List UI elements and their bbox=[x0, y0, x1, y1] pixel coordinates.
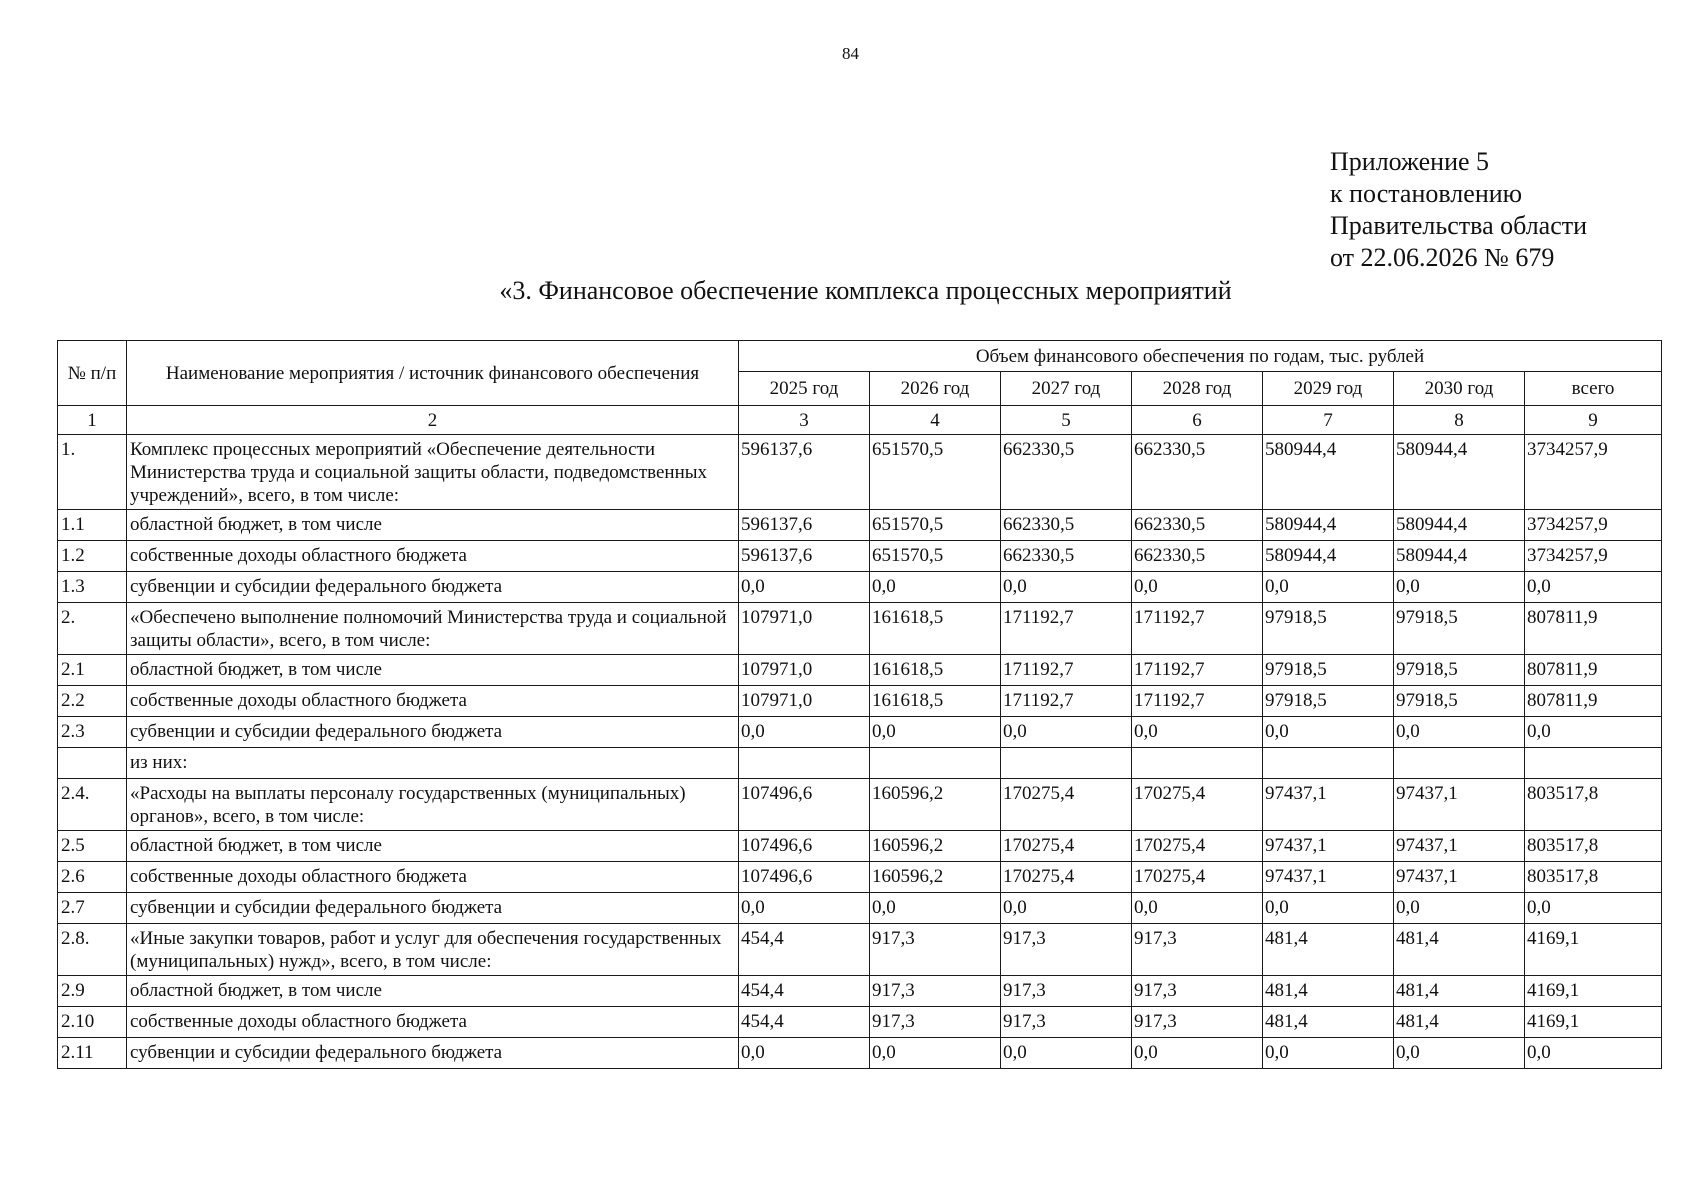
header-year: всего bbox=[1525, 372, 1662, 406]
header-column-number: 1 bbox=[58, 406, 127, 435]
row-value: 481,4 bbox=[1263, 924, 1394, 976]
row-value: 580944,4 bbox=[1263, 541, 1394, 572]
row-value: 0,0 bbox=[870, 893, 1001, 924]
table-row bbox=[58, 779, 1662, 831]
row-value: 97918,5 bbox=[1394, 655, 1525, 686]
row-value: 803517,8 bbox=[1525, 862, 1662, 893]
row-value: 596137,6 bbox=[739, 435, 870, 510]
row-value: 651570,5 bbox=[870, 541, 1001, 572]
row-value: 4169,1 bbox=[1525, 1007, 1662, 1038]
row-value: 454,4 bbox=[739, 1007, 870, 1038]
row-value: 0,0 bbox=[1263, 893, 1394, 924]
header-year: 2029 год bbox=[1263, 372, 1394, 406]
row-name: собственные доходы областного бюджета bbox=[127, 686, 739, 717]
row-value: 0,0 bbox=[1001, 1038, 1132, 1069]
row-value: 107496,6 bbox=[739, 779, 870, 831]
header-column-number: 5 bbox=[1001, 406, 1132, 435]
row-number: 1. bbox=[58, 435, 127, 510]
row-value: 160596,2 bbox=[870, 779, 1001, 831]
row-name: областной бюджет, в том числе bbox=[127, 831, 739, 862]
row-value: 662330,5 bbox=[1001, 541, 1132, 572]
row-value: 171192,7 bbox=[1132, 655, 1263, 686]
table-body bbox=[58, 435, 1662, 1069]
table-row bbox=[58, 924, 1662, 976]
row-value: 107971,0 bbox=[739, 603, 870, 655]
row-name: субвенции и субсидии федерального бюджета bbox=[127, 1038, 739, 1069]
row-value: 0,0 bbox=[1394, 1038, 1525, 1069]
header-volume: Объем финансового обеспечения по годам, тыс. рублей bbox=[739, 341, 1662, 372]
row-value: 651570,5 bbox=[870, 510, 1001, 541]
table-row bbox=[58, 748, 1662, 779]
row-value: 580944,4 bbox=[1394, 435, 1525, 510]
row-number: 2.4. bbox=[58, 779, 127, 831]
row-value: 0,0 bbox=[1394, 717, 1525, 748]
row-name: «Расходы на выплаты персоналу государственных (муниципальных) органов», всего, в том числе: bbox=[127, 779, 739, 831]
appendix-line: к постановлению bbox=[1330, 179, 1523, 208]
row-value: 803517,8 bbox=[1525, 779, 1662, 831]
row-value: 917,3 bbox=[1001, 1007, 1132, 1038]
header-num: № п/п bbox=[58, 341, 127, 406]
row-value: 481,4 bbox=[1263, 1007, 1394, 1038]
row-value: 0,0 bbox=[1525, 717, 1662, 748]
row-value: 4169,1 bbox=[1525, 924, 1662, 976]
row-number: 2.2 bbox=[58, 686, 127, 717]
row-name: субвенции и субсидии федерального бюджета bbox=[127, 893, 739, 924]
table-row bbox=[58, 655, 1662, 686]
row-value: 596137,6 bbox=[739, 541, 870, 572]
row-value: 0,0 bbox=[739, 572, 870, 603]
row-value: 481,4 bbox=[1394, 924, 1525, 976]
row-value: 107496,6 bbox=[739, 831, 870, 862]
row-value: 0,0 bbox=[1132, 717, 1263, 748]
row-value: 0,0 bbox=[1263, 572, 1394, 603]
row-value: 662330,5 bbox=[1132, 510, 1263, 541]
row-number: 2.11 bbox=[58, 1038, 127, 1069]
row-value: 161618,5 bbox=[870, 686, 1001, 717]
row-name: областной бюджет, в том числе bbox=[127, 655, 739, 686]
row-value: 0,0 bbox=[1525, 893, 1662, 924]
row-value: 0,0 bbox=[1001, 572, 1132, 603]
row-value: 481,4 bbox=[1263, 976, 1394, 1007]
row-number: 2.5 bbox=[58, 831, 127, 862]
row-value: 0,0 bbox=[1132, 572, 1263, 603]
row-value: 97918,5 bbox=[1263, 603, 1394, 655]
row-value bbox=[870, 748, 1001, 779]
row-value: 580944,4 bbox=[1263, 435, 1394, 510]
row-value: 0,0 bbox=[1525, 572, 1662, 603]
row-value bbox=[1525, 748, 1662, 779]
row-name: из них: bbox=[127, 748, 739, 779]
appendix-line: Правительства области bbox=[1330, 211, 1588, 240]
row-value: 97437,1 bbox=[1394, 779, 1525, 831]
table-row bbox=[58, 603, 1662, 655]
row-value: 0,0 bbox=[1263, 1038, 1394, 1069]
row-number: 2.3 bbox=[58, 717, 127, 748]
financing-table bbox=[57, 340, 1662, 1069]
header-column-number: 2 bbox=[127, 406, 739, 435]
row-value: 596137,6 bbox=[739, 510, 870, 541]
appendix-line: от 22.06.2026 № 679 bbox=[1330, 243, 1555, 272]
row-number: 2.7 bbox=[58, 893, 127, 924]
row-value: 97437,1 bbox=[1263, 779, 1394, 831]
row-value: 0,0 bbox=[1263, 717, 1394, 748]
row-value: 170275,4 bbox=[1001, 831, 1132, 862]
row-value: 807811,9 bbox=[1525, 603, 1662, 655]
row-value: 662330,5 bbox=[1132, 435, 1263, 510]
row-value: 0,0 bbox=[1001, 717, 1132, 748]
table-row bbox=[58, 510, 1662, 541]
row-value: 662330,5 bbox=[1001, 435, 1132, 510]
table-row bbox=[58, 862, 1662, 893]
row-value: 803517,8 bbox=[1525, 831, 1662, 862]
row-number: 2.8. bbox=[58, 924, 127, 976]
row-value: 0,0 bbox=[1525, 1038, 1662, 1069]
row-value: 0,0 bbox=[1132, 1038, 1263, 1069]
row-value: 170275,4 bbox=[1132, 862, 1263, 893]
row-value: 171192,7 bbox=[1001, 603, 1132, 655]
row-value: 4169,1 bbox=[1525, 976, 1662, 1007]
row-value: 107971,0 bbox=[739, 686, 870, 717]
row-number: 2.10 bbox=[58, 1007, 127, 1038]
row-value: 0,0 bbox=[1394, 572, 1525, 603]
row-value: 0,0 bbox=[739, 893, 870, 924]
row-value: 0,0 bbox=[870, 717, 1001, 748]
row-value bbox=[1263, 748, 1394, 779]
row-value: 917,3 bbox=[1132, 1007, 1263, 1038]
row-value: 3734257,9 bbox=[1525, 541, 1662, 572]
row-name: собственные доходы областного бюджета bbox=[127, 862, 739, 893]
appendix-reference bbox=[1330, 146, 1587, 274]
row-number bbox=[58, 748, 127, 779]
row-value: 3734257,9 bbox=[1525, 435, 1662, 510]
row-value: 170275,4 bbox=[1132, 779, 1263, 831]
row-value: 171192,7 bbox=[1001, 686, 1132, 717]
row-value bbox=[1132, 748, 1263, 779]
row-name: субвенции и субсидии федерального бюджета bbox=[127, 717, 739, 748]
row-value: 454,4 bbox=[739, 976, 870, 1007]
row-value: 580944,4 bbox=[1394, 510, 1525, 541]
row-value: 481,4 bbox=[1394, 1007, 1525, 1038]
row-value: 97437,1 bbox=[1394, 831, 1525, 862]
row-value: 171192,7 bbox=[1132, 603, 1263, 655]
header-column-number: 9 bbox=[1525, 406, 1662, 435]
row-value: 917,3 bbox=[1132, 924, 1263, 976]
row-value: 917,3 bbox=[870, 924, 1001, 976]
row-value: 3734257,9 bbox=[1525, 510, 1662, 541]
row-value bbox=[739, 748, 870, 779]
header-column-number: 8 bbox=[1394, 406, 1525, 435]
row-name: собственные доходы областного бюджета bbox=[127, 1007, 739, 1038]
row-value: 171192,7 bbox=[1001, 655, 1132, 686]
page-number: 84 bbox=[842, 44, 859, 63]
row-number: 2. bbox=[58, 603, 127, 655]
row-value: 917,3 bbox=[870, 1007, 1001, 1038]
row-value: 917,3 bbox=[1132, 976, 1263, 1007]
row-value: 917,3 bbox=[1001, 976, 1132, 1007]
table-row bbox=[58, 435, 1662, 510]
row-value: 0,0 bbox=[870, 1038, 1001, 1069]
row-value: 651570,5 bbox=[870, 435, 1001, 510]
table-row bbox=[58, 1038, 1662, 1069]
header-column-number: 7 bbox=[1263, 406, 1394, 435]
row-value: 807811,9 bbox=[1525, 686, 1662, 717]
row-value: 580944,4 bbox=[1263, 510, 1394, 541]
row-value: 97437,1 bbox=[1394, 862, 1525, 893]
section-title: «3. Финансовое обеспечение комплекса процессных мероприятий bbox=[499, 276, 1232, 305]
row-value: 0,0 bbox=[870, 572, 1001, 603]
row-value: 107496,6 bbox=[739, 862, 870, 893]
header-year: 2030 год bbox=[1394, 372, 1525, 406]
row-name: областной бюджет, в том числе bbox=[127, 976, 739, 1007]
table-row bbox=[58, 686, 1662, 717]
row-value: 97918,5 bbox=[1394, 603, 1525, 655]
header-year: 2028 год bbox=[1132, 372, 1263, 406]
row-value: 454,4 bbox=[739, 924, 870, 976]
table-header bbox=[58, 341, 1662, 435]
row-name: собственные доходы областного бюджета bbox=[127, 541, 739, 572]
row-value: 97918,5 bbox=[1263, 686, 1394, 717]
row-number: 2.1 bbox=[58, 655, 127, 686]
row-value: 97918,5 bbox=[1263, 655, 1394, 686]
table-row bbox=[58, 1007, 1662, 1038]
table-row bbox=[58, 572, 1662, 603]
row-number: 1.1 bbox=[58, 510, 127, 541]
row-value: 481,4 bbox=[1394, 976, 1525, 1007]
table-row bbox=[58, 717, 1662, 748]
row-value: 662330,5 bbox=[1001, 510, 1132, 541]
row-name: «Иные закупки товаров, работ и услуг для обеспечения государственных (муниципальных) нужд», всего, в том числе: bbox=[127, 924, 739, 976]
row-value: 0,0 bbox=[1394, 893, 1525, 924]
row-name: субвенции и субсидии федерального бюджета bbox=[127, 572, 739, 603]
row-value: 0,0 bbox=[1132, 893, 1263, 924]
table-row bbox=[58, 893, 1662, 924]
header-year: 2027 год bbox=[1001, 372, 1132, 406]
row-name: Комплекс процессных мероприятий «Обеспечение деятельности Министерства труда и социальной защиты области, подведомственных учреждений», всего, в том числе: bbox=[127, 435, 739, 510]
table-row bbox=[58, 831, 1662, 862]
row-name: «Обеспечено выполнение полномочий Министерства труда и социальной защиты области», всего, в том числе: bbox=[127, 603, 739, 655]
header-column-number: 4 bbox=[870, 406, 1001, 435]
row-number: 1.3 bbox=[58, 572, 127, 603]
row-value bbox=[1394, 748, 1525, 779]
row-value: 161618,5 bbox=[870, 603, 1001, 655]
row-value: 0,0 bbox=[739, 1038, 870, 1069]
row-value: 160596,2 bbox=[870, 831, 1001, 862]
row-value: 807811,9 bbox=[1525, 655, 1662, 686]
header-column-number: 6 bbox=[1132, 406, 1263, 435]
row-value: 97437,1 bbox=[1263, 831, 1394, 862]
appendix-line: Приложение 5 bbox=[1330, 147, 1490, 176]
header-column-number: 3 bbox=[739, 406, 870, 435]
row-number: 2.6 bbox=[58, 862, 127, 893]
row-value: 0,0 bbox=[739, 717, 870, 748]
header-year: 2026 год bbox=[870, 372, 1001, 406]
table-row bbox=[58, 541, 1662, 572]
row-value: 580944,4 bbox=[1394, 541, 1525, 572]
table-row bbox=[58, 976, 1662, 1007]
row-value: 662330,5 bbox=[1132, 541, 1263, 572]
row-value: 0,0 bbox=[1001, 893, 1132, 924]
row-number: 1.2 bbox=[58, 541, 127, 572]
header-name: Наименование мероприятия / источник финансового обеспечения bbox=[127, 341, 739, 406]
row-value: 97918,5 bbox=[1394, 686, 1525, 717]
row-value: 917,3 bbox=[870, 976, 1001, 1007]
row-value: 917,3 bbox=[1001, 924, 1132, 976]
row-name: областной бюджет, в том числе bbox=[127, 510, 739, 541]
row-value: 161618,5 bbox=[870, 655, 1001, 686]
row-value: 170275,4 bbox=[1001, 862, 1132, 893]
row-number: 2.9 bbox=[58, 976, 127, 1007]
row-value: 170275,4 bbox=[1132, 831, 1263, 862]
row-value: 170275,4 bbox=[1001, 779, 1132, 831]
row-value: 107971,0 bbox=[739, 655, 870, 686]
row-value: 160596,2 bbox=[870, 862, 1001, 893]
header-year: 2025 год bbox=[739, 372, 870, 406]
row-value: 97437,1 bbox=[1263, 862, 1394, 893]
row-value bbox=[1001, 748, 1132, 779]
row-value: 171192,7 bbox=[1132, 686, 1263, 717]
